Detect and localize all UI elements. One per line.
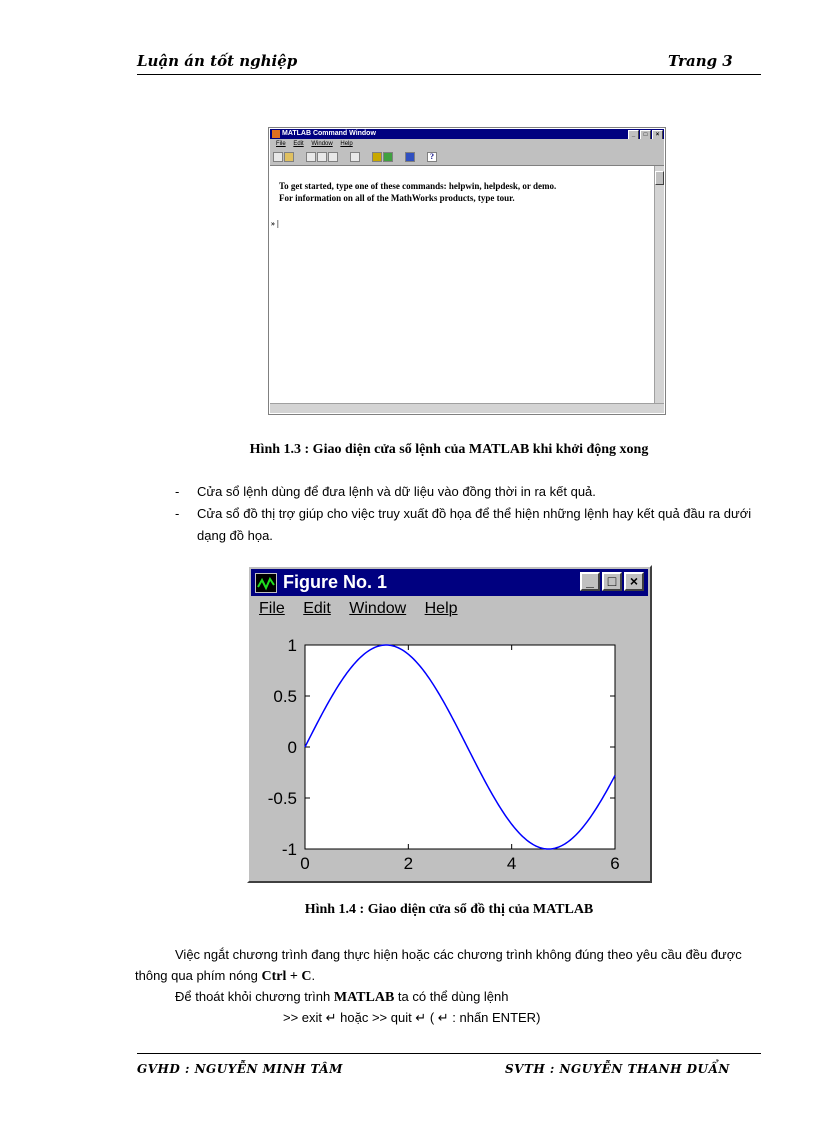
plot-axes-box — [305, 645, 615, 849]
open-folder-icon[interactable] — [284, 152, 294, 162]
figure-menu-help[interactable]: Help — [424, 600, 458, 617]
footer-rule — [137, 1053, 761, 1054]
figure-menu-edit[interactable]: Edit — [303, 600, 331, 617]
header-right: Trang 3 — [668, 52, 733, 70]
y-tick-label: 0 — [287, 738, 297, 757]
horizontal-scrollbar[interactable] — [270, 403, 664, 413]
path-icon[interactable] — [383, 152, 393, 162]
bullet-item-2: Cửa sổ đồ thị trợ giúp cho việc truy xuất đồ họa để thể hiện những lệnh hay kết quả đầu ra dưới dạng đồ họa. — [197, 506, 752, 543]
workspace-icon[interactable] — [372, 152, 382, 162]
command-window — [268, 127, 666, 415]
header-left: Luận án tốt nghiệp — [137, 52, 298, 70]
figure-menubar — [259, 600, 472, 618]
command-window-titlebar — [270, 129, 664, 139]
figure-menu-window[interactable]: Window — [349, 600, 407, 617]
minimize-icon[interactable]: _ — [580, 572, 600, 591]
y-tick-label: -1 — [281, 840, 297, 859]
command-window-title: MATLAB Command Window — [282, 130, 376, 137]
figure-caption-1: Hình 1.3 : Giao diện cửa sổ lệnh của MATLAB khi khởi động xong — [249, 442, 649, 457]
matlab-name: MATLAB — [333, 990, 395, 1005]
x-tick-label: 4 — [506, 854, 517, 873]
figure-window — [247, 565, 652, 883]
menu-edit[interactable]: Edit — [293, 141, 304, 147]
paragraph-exit-text: Để thoát khỏi chương trình — [175, 989, 334, 1004]
new-file-icon[interactable] — [273, 152, 283, 162]
figure-title: Figure No. 1 — [283, 572, 388, 592]
footer-right: SVTH : NGUYỄN THANH DUẨN — [505, 1062, 730, 1076]
command-prompt[interactable]: » | — [271, 219, 279, 228]
startup-line-1: To get started, type one of these commands: helpwin, helpdesk, or demo. — [279, 181, 557, 191]
undo-icon[interactable] — [350, 152, 360, 162]
y-tick-label: 0.5 — [273, 687, 297, 706]
matlab-logo-icon — [272, 130, 280, 138]
simulink-icon[interactable] — [405, 152, 415, 162]
paragraph-ctrl-c — [135, 944, 761, 987]
bullet-marker-1: - — [175, 484, 180, 499]
paragraph-ctrl-c-text: Việc ngắt chương trình đang thực hiện hoặc các chương trình không đúng theo yêu cầu đều được thông qua phím nóng — [135, 947, 742, 983]
menu-file[interactable]: File — [276, 141, 286, 147]
sine-plot — [249, 629, 650, 881]
cut-icon[interactable] — [306, 152, 316, 162]
minimize-icon[interactable]: _ — [628, 130, 639, 140]
x-tick-label: 2 — [403, 854, 414, 873]
paste-icon[interactable] — [328, 152, 338, 162]
maximize-icon[interactable]: □ — [640, 130, 651, 140]
hotkey-ctrl-c: Ctrl + C — [261, 969, 312, 984]
command-window-toolbar — [270, 149, 664, 166]
x-tick-label: 6 — [610, 854, 620, 873]
startup-line-2: For information on all of the MathWorks products, type tour. — [279, 193, 515, 203]
figure-titlebar — [251, 569, 648, 596]
command-window-body[interactable] — [270, 166, 655, 404]
menu-help[interactable]: Help — [340, 141, 353, 147]
menu-window[interactable]: Window — [311, 141, 333, 147]
close-icon[interactable]: × — [652, 130, 663, 140]
paragraph-exit — [175, 986, 509, 1008]
scroll-thumb[interactable] — [655, 171, 664, 185]
exit-commands: >> exit ↵ hoặc >> quit ↵ ( ↵ : nhấn ENTER) — [283, 1010, 541, 1025]
vertical-scrollbar[interactable] — [654, 166, 664, 404]
figure-icon — [255, 573, 277, 593]
bullet-item-1: Cửa sổ lệnh dùng để đưa lệnh và dữ liệu vào đồng thời in ra kết quả. — [197, 484, 596, 499]
close-icon[interactable]: × — [624, 572, 644, 591]
help-icon[interactable]: ? — [427, 152, 437, 162]
command-window-menubar — [270, 139, 664, 149]
footer-left: GVHD : NGUYỄN MINH TÂM — [137, 1062, 343, 1076]
maximize-icon[interactable]: □ — [602, 572, 622, 591]
figure-caption-2: Hình 1.4 : Giao diện cửa sổ đồ thị của MATLAB — [304, 902, 594, 917]
y-tick-label: 1 — [287, 636, 297, 655]
x-tick-label: 0 — [300, 854, 310, 873]
paragraph-exit-end: ta có thể dùng lệnh — [394, 989, 509, 1004]
bullet-marker-2: - — [175, 506, 180, 521]
paragraph-ctrl-c-end: . — [311, 968, 316, 983]
y-tick-label: -0.5 — [267, 789, 297, 808]
copy-icon[interactable] — [317, 152, 327, 162]
figure-menu-file[interactable]: File — [259, 600, 285, 617]
header-rule — [137, 74, 761, 75]
